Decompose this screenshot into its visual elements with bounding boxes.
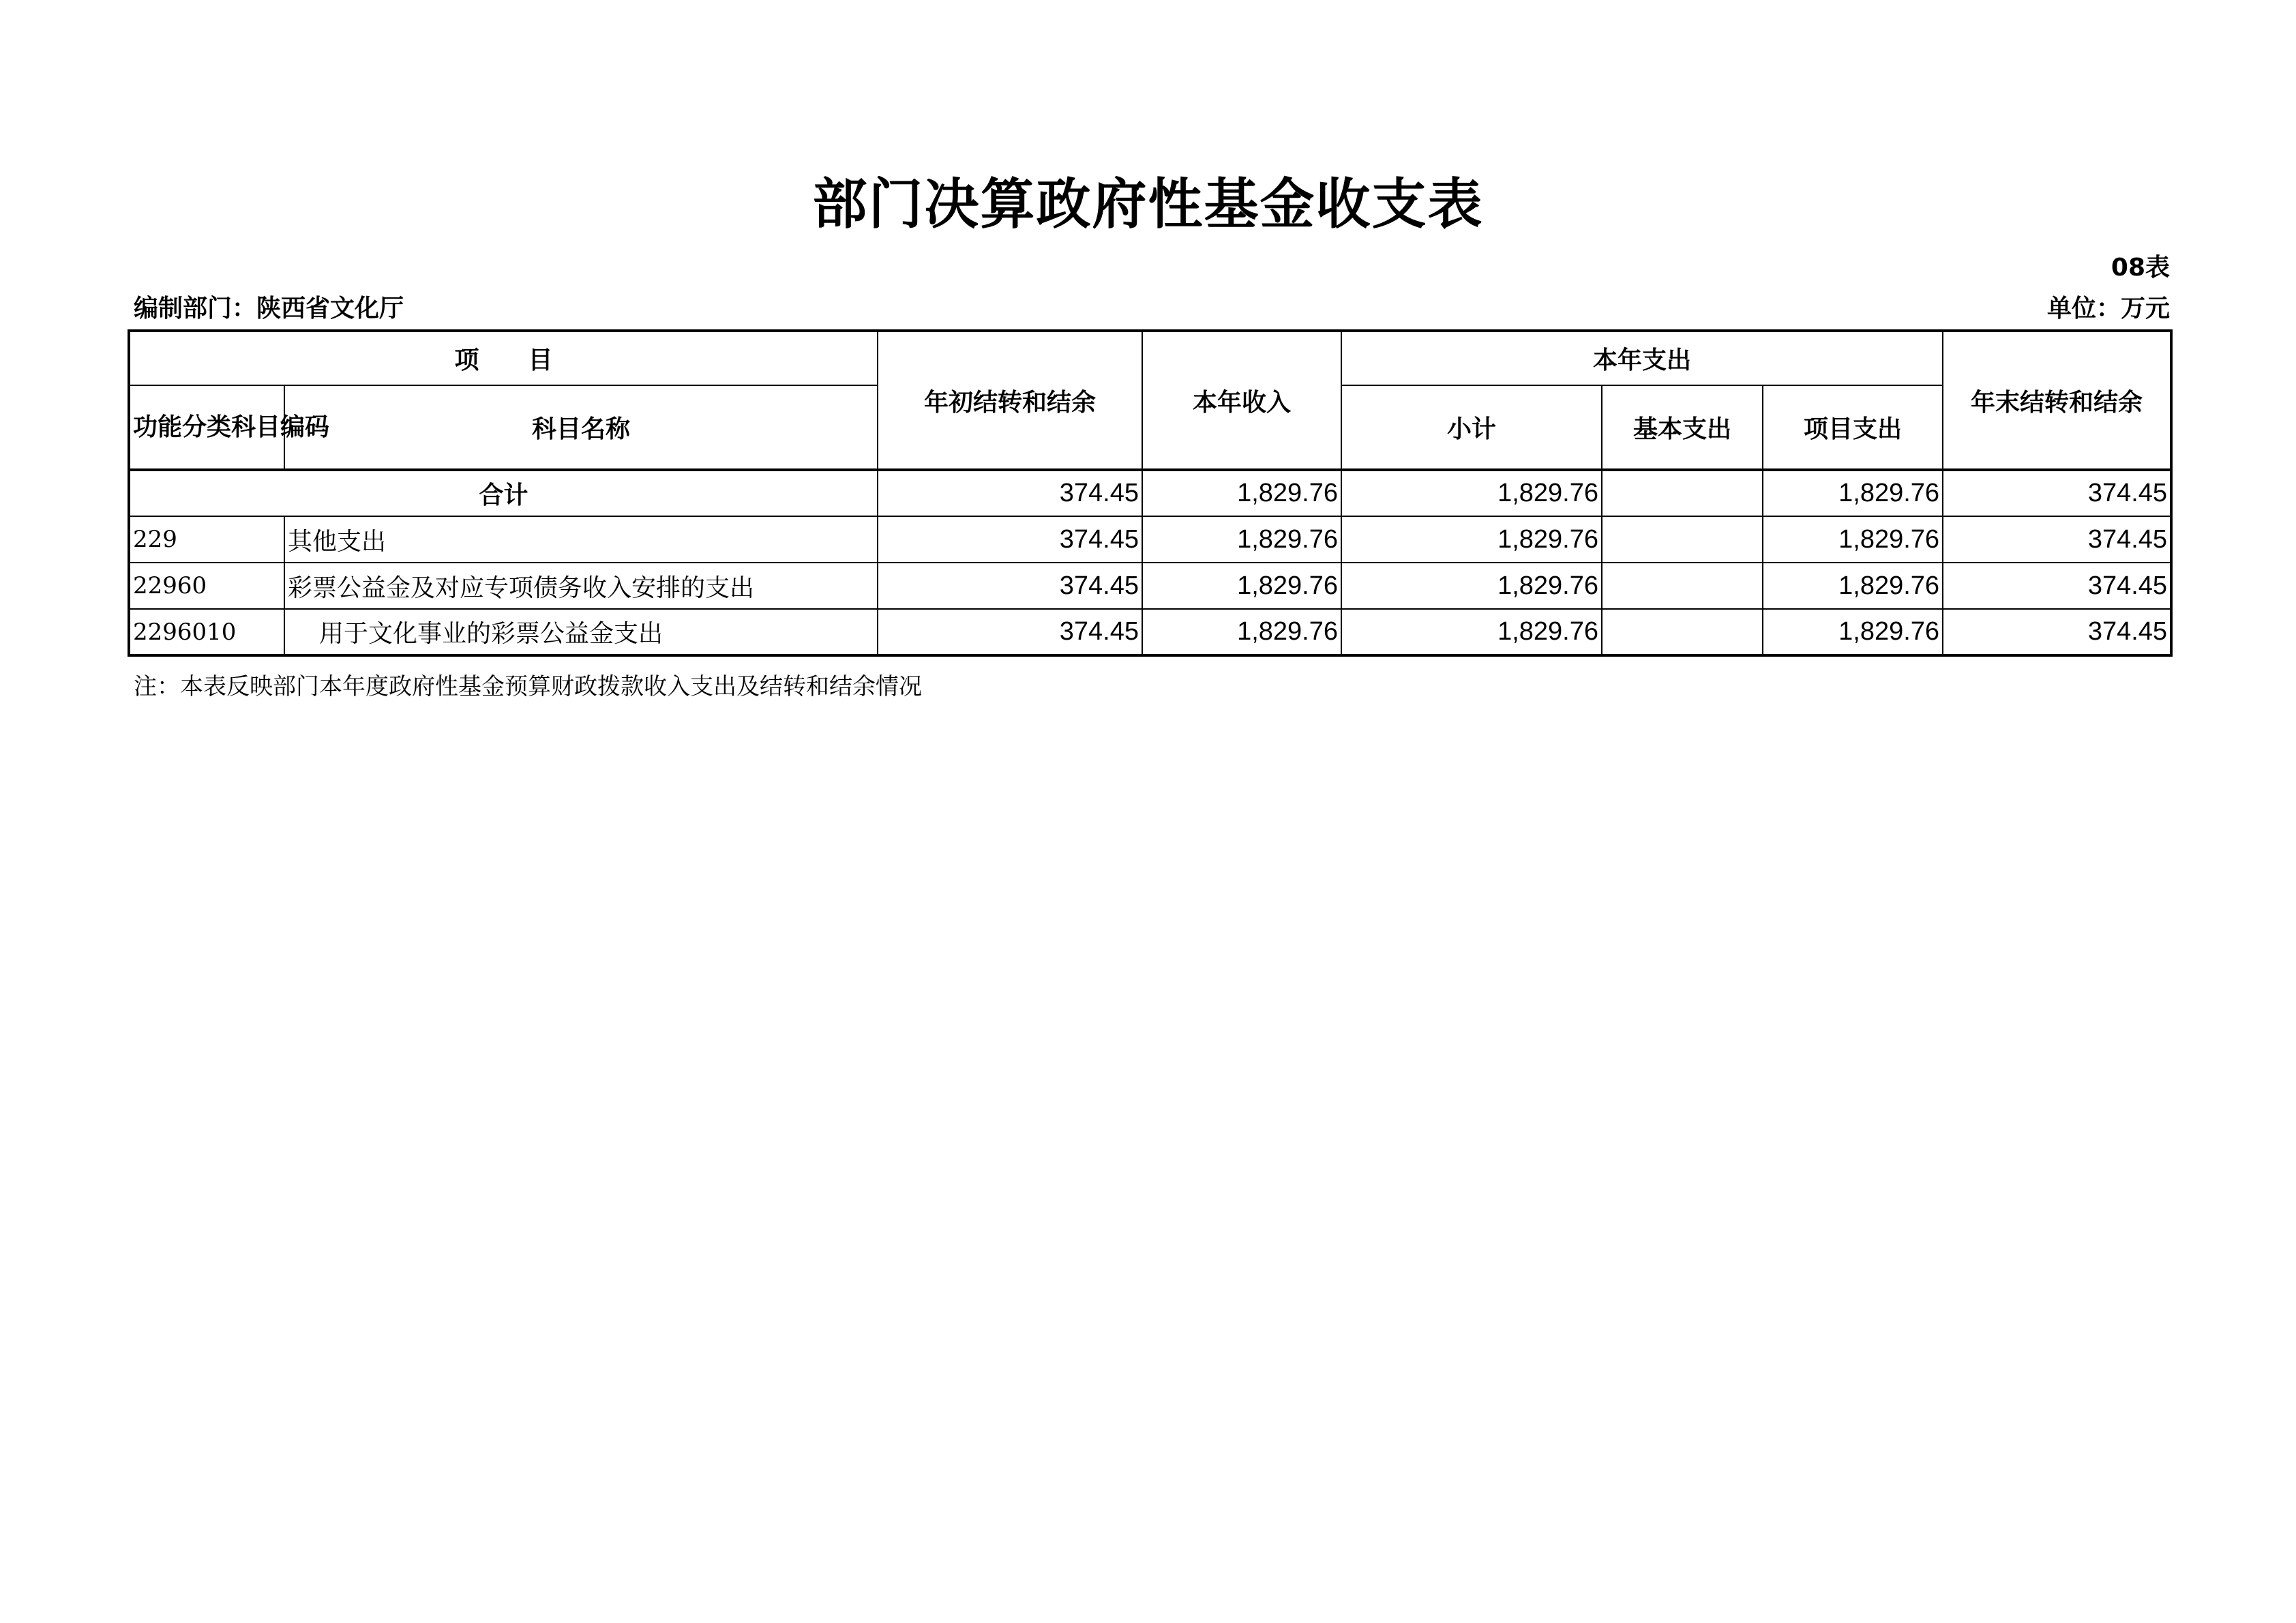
row-end-balance: 374.45 — [1943, 609, 2171, 655]
row-subtotal: 1,829.76 — [1341, 563, 1602, 609]
table-row — [129, 563, 2171, 609]
total-project: 1,829.76 — [1763, 470, 1943, 516]
row-income: 1,829.76 — [1142, 609, 1341, 655]
row-name: 用于文化事业的彩票公益金支出 — [284, 609, 878, 655]
header-income: 本年收入 — [1142, 331, 1341, 470]
page-title: 部门决算政府性基金收支表 — [812, 173, 1484, 236]
row-code: 229 — [129, 516, 284, 563]
row-end-balance: 374.45 — [1943, 563, 2171, 609]
row-code: 2296010 — [129, 609, 284, 655]
table-row — [129, 516, 2171, 563]
header-end-balance: 年末结转和结余 — [1943, 331, 2171, 470]
total-label: 合计 — [129, 470, 878, 516]
row-name: 彩票公益金及对应专项债务收入安排的支出 — [284, 563, 878, 609]
row-income: 1,829.76 — [1142, 516, 1341, 563]
row-project: 1,829.76 — [1763, 516, 1943, 563]
header-code: 功能分类科目编码 — [129, 385, 284, 470]
row-name: 其他支出 — [284, 516, 878, 563]
header-subject-name: 科目名称 — [284, 385, 878, 470]
table-row — [129, 609, 2171, 655]
header-project: 项目支出 — [1763, 385, 1943, 470]
row-code: 22960 — [129, 563, 284, 609]
total-end-balance: 374.45 — [1943, 470, 2171, 516]
row-project: 1,829.76 — [1763, 563, 1943, 609]
header-basic: 基本支出 — [1602, 385, 1763, 470]
row-begin-balance: 374.45 — [878, 516, 1142, 563]
header-item: 项 目 — [129, 331, 878, 385]
total-basic — [1602, 470, 1763, 516]
row-basic — [1602, 516, 1763, 563]
row-basic — [1602, 563, 1763, 609]
header-begin-balance: 年初结转和结余 — [878, 331, 1142, 470]
row-begin-balance: 374.45 — [878, 563, 1142, 609]
footnote: 注：本表反映部门本年度政府性基金预算财政拨款收入支出及结转和结余情况 — [134, 673, 922, 700]
row-project: 1,829.76 — [1763, 609, 1943, 655]
header-expenditure: 本年支出 — [1341, 331, 1943, 385]
total-income: 1,829.76 — [1142, 470, 1341, 516]
header-row-1 — [129, 331, 2171, 385]
row-end-balance: 374.45 — [1943, 516, 2171, 563]
fund-table — [128, 329, 2173, 657]
total-row — [129, 470, 2171, 516]
header-subtotal: 小计 — [1341, 385, 1602, 470]
row-basic — [1602, 609, 1763, 655]
row-begin-balance: 374.45 — [878, 609, 1142, 655]
row-subtotal: 1,829.76 — [1341, 609, 1602, 655]
row-subtotal: 1,829.76 — [1341, 516, 1602, 563]
total-subtotal: 1,829.76 — [1341, 470, 1602, 516]
unit-label: 单位：万元 — [2046, 295, 2170, 323]
department-label: 编制部门：陕西省文化厅 — [134, 295, 404, 323]
table-number: 08表 — [2111, 254, 2170, 282]
row-income: 1,829.76 — [1142, 563, 1341, 609]
total-begin-balance: 374.45 — [878, 470, 1142, 516]
